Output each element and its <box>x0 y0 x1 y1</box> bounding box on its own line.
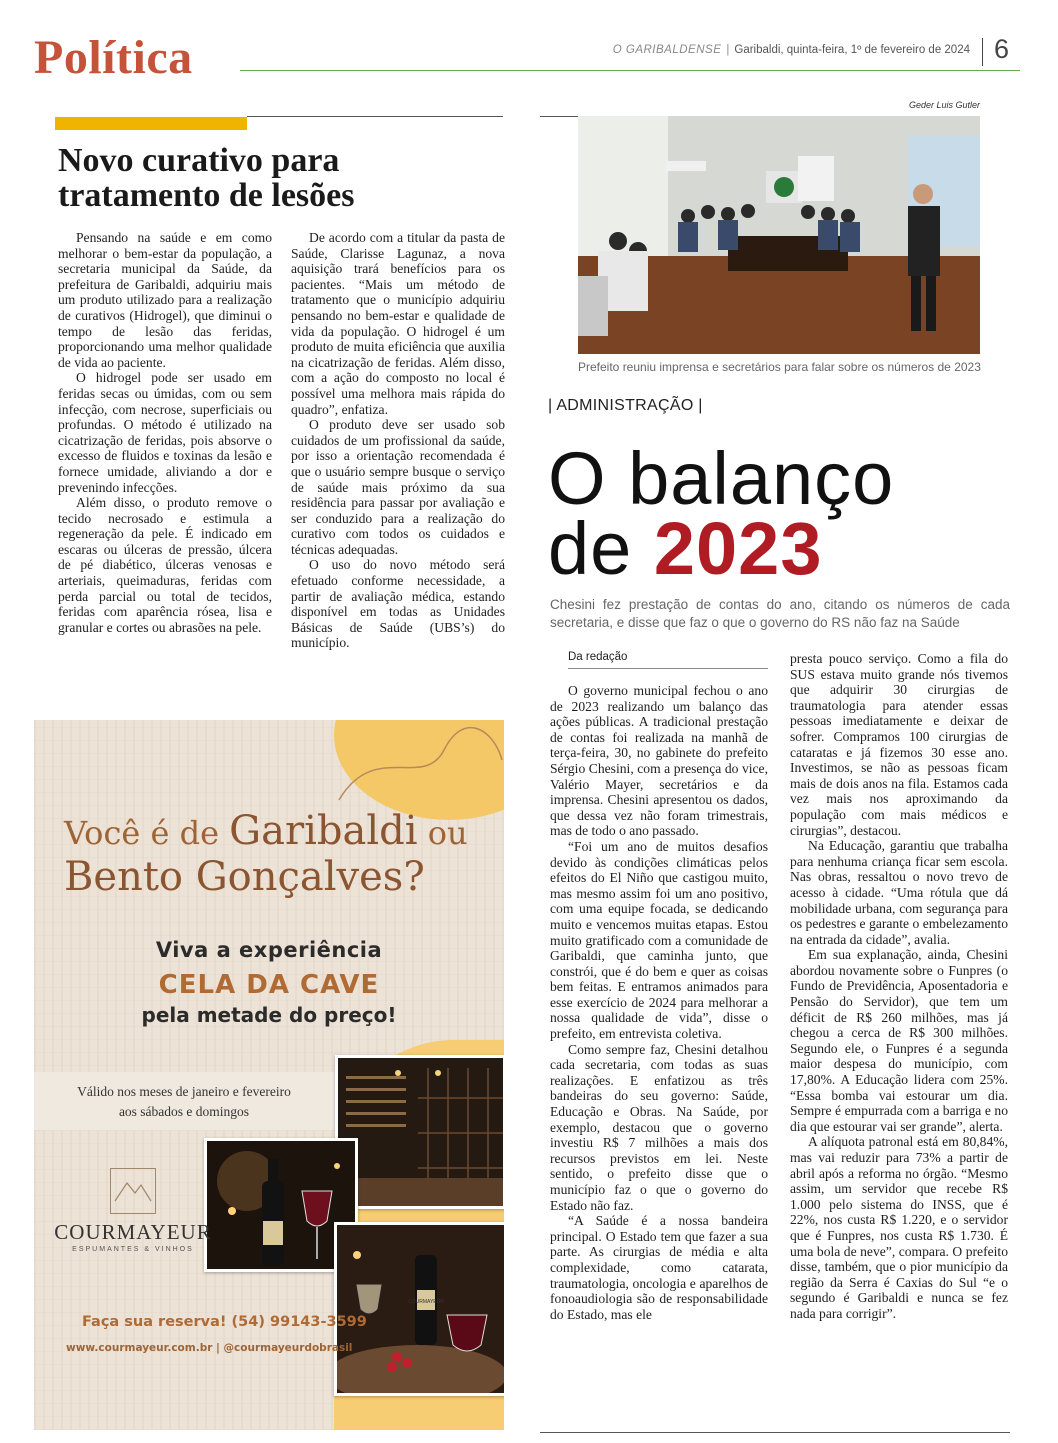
header-rule <box>240 70 1020 71</box>
courmayeur-logo-icon <box>110 1168 156 1214</box>
header-separator: | <box>726 44 730 56</box>
section-title: Política <box>34 31 193 84</box>
paragraph: Como sempre faz, Chesini detalhou cada secretaria, com todas as suas realizações. E enfatizou as três bandeiras do seu governo: Saúde, Educação e Obras. Na Saúde, por exemplo, destacou que o governo investiu R$ 7 milhões a mais dos recursos previstos em lei. Neste sentido, o prefeito disse que o município faz o que o governo do Estado não faz. <box>550 1041 768 1213</box>
article-subtitle: Chesini fez prestação de contas do ano, citando os números de cada secretaria, e disse que faz o que o governo do RS não faz na Saúde <box>550 597 1010 630</box>
ad-question-line1: Você é de Garibaldi ou <box>64 808 468 854</box>
advertisement[interactable] <box>34 720 504 1430</box>
paragraph: A alíquota patronal está em 80,84%, mas vai reduzir para 73% a partir de abril após a reforma no órgão. “Mesmo assim, um servidor que recebe R$ 1.000 pelo sistema do INSS, que é 22%, nos custa R$ 1.220, e o servidor que é Funpres, nos custa R$ 1.730. É uma bola de neve”, compara. O prefeito disse, também, que o pior município da região da Serra é Caxias do Sul “e o segundo é Garibaldi e nunca se fez nada para corrigir”. <box>790 1134 1008 1321</box>
article-column-2 <box>291 230 505 651</box>
ad-website-link[interactable]: www.courmayeur.com.br | @courmayeurdobrasil <box>66 1342 353 1354</box>
paragraph: O produto deve ser usado sob cuidados de um profissional da saúde, por isso a orientação recomendada é que o usuário sempre busque o serviço de saúde mais próximo da sua residência para passar por avaliação e ser conduzido para a realização do curativo com todos os cuidados e técnicas adequadas. <box>291 417 505 557</box>
ad-validity-box <box>34 1072 354 1130</box>
ad-photo-wine-cellar <box>335 1055 504 1209</box>
main-headline-line1: O balanço <box>548 437 895 520</box>
ad-reservation-phone[interactable]: Faça sua reserva! (54) 99143-3599 <box>82 1314 367 1330</box>
paragraph: O governo municipal fechou o ano de 2023 realizando um balanço das ações públicas. A tradicional prestação de contas foi realizada na manhã de terça-feira, 30, no gabinete do prefeito Sérgio Chesini, com a presença do vice, Valério Mayer, secretários e da imprensa. Chesini apresentou os dados, que dessa vez não foram trimestrais, mas de todo o ano passado. <box>550 683 768 839</box>
byline: Da redação <box>568 651 628 663</box>
bottle-label-text: COURMAYEUR <box>408 1299 444 1305</box>
ad-validity-line2: aos sábados e domingos <box>118 1104 250 1119</box>
article-column-1 <box>550 683 768 1322</box>
photo-credit: Geder Luis Gutler <box>908 100 980 110</box>
paragraph: presta pouco serviço. Como a fila do SUS estava muito grande nós tivemos que adquirir 30 cirurgias de traumatologia para atender essas pessoas imediatamente e deixar de sofrer. Compramos 100 cirurgias de cataratas e já fizemos 30 esse ano. Investimos, se não as pessoas ficam mais de dois anos na fila. Estamos cada vez mais nos aproximando da população com mais médicos e cirurgias”, destacou. <box>790 651 1008 838</box>
article-column-2 <box>790 651 1008 1322</box>
ad-photo-table-setting <box>334 1222 504 1396</box>
article-bottom-rule <box>540 1432 1010 1433</box>
ad-decoration-swirl <box>334 720 504 810</box>
paragraph: O hidrogel pode ser usado em feridas secas ou úmidas, com ou sem infecção, com necrose, superficiais ou profundas. O método é utilizado na cicatrização de feridas, pois absorve o excesso de fluidos e toxinas da lesão e fornece umidade, aliviando a dor e prevenindo infecções. <box>58 370 272 495</box>
page-number: 6 <box>994 34 1010 64</box>
section-kicker: | ADMINISTRAÇÃO | <box>548 397 703 414</box>
paragraph: De acordo com a titular da pasta de Saúde, Clarisse Lagunaz, a nova aquisição trará benefícios para os pacientes. “Mais um método de tratamento que o município adquiriu pensando no bem-estar e qualidade de vida da população. O hidrogel é um produto de muita eficiência que auxilia na cicatrização de feridas. Além disso, com a ação do composto no local é possível uma melhora mais rápida do quadro”, enfatiza. <box>291 230 505 417</box>
ad-brand-subtitle: ESPUMANTES & VINHOS <box>72 1246 194 1253</box>
paragraph: “Foi um ano de muitos desafios devido às condições climáticas pelos efeitos do El Niño que castigou muito, mas mesmo assim foi um ano positivo, com uma equipe focada, se dedicando muito e vencemos muitas etapas. Estou muito gratificado com a comunidade de Garibaldi, que caminha junto, que constrói, que é do bem e quer as coisas bem feitas. E entramos animados para esse exercício de 2024 para melhorar a nossa qualidade de vida”, disse o prefeito, em entrevista coletiva. <box>550 838 768 1042</box>
ad-tagline-3: pela metade do preço! <box>141 1003 397 1027</box>
newspaper-name: O GARIBALDENSE <box>612 44 722 56</box>
ad-brand-name: COURMAYEUR <box>54 1220 212 1244</box>
byline-rule <box>568 668 768 669</box>
paragraph: Na Educação, garantiu que trabalha para nenhuma criança ficar sem escola. Nas obras, ressaltou o novo trevo de acesso à cidade. “Uma rótula que dá mobilidade urbana, com segurança para os pedestres e garante o embelezamento na entrada da cidade”, avalia. <box>790 838 1008 947</box>
article-photo <box>578 116 980 354</box>
paragraph: “A Saúde é a nossa bandeira principal. O Estado tem que fazer a sua parte. As cirurgias de média e alta complexidade, como catarata, traumatologia, oncologia e aparelhos de fonoaudiologia são de responsabilidade do Estado, mas ele <box>550 1213 768 1322</box>
page-number-divider <box>982 38 983 66</box>
header-meta <box>600 44 970 56</box>
headline-year: 2023 <box>653 507 823 590</box>
paragraph: Além disso, o produto remove o tecido necrosado e estimula a regeneração da pele. É indicado em escaras ou úlceras de pressão, úlcera de pé diabético, úlceras venosas e arteriais, queimaduras, feridas com perda parcial ou total de tecidos, feridas com aparência rósea, lisa e granular e cortes ou abrasões na pele. <box>58 495 272 635</box>
ad-question-line2: Bento Gonçalves? <box>64 854 425 900</box>
paragraph: Pensando na saúde e em como melhorar o bem-estar da população, a secretaria municipal da Saúde, da prefeitura de Garibaldi, adquiriu mais um produto utilizado para a realização de curativos (Hidrogel), que diminui o tempo de lesão das feridas, proporcionando uma melhor qualidade de vida ao paciente. <box>58 230 272 370</box>
article-top-rule <box>247 116 503 117</box>
paragraph: Em sua explanação, ainda, Chesini abordou novamente sobre o Funpres (o Fundo de Previdência, Aposentadoria e Pensão do Servidor), que tem um déficit de R$ 260 milhões, mas já chegou a cerca de R$ 300 milhões. Segundo ele, o Funpres é a segunda maior despesa do município, com 17,80%. A Educação lidera com 25%. “Essa bomba vai estourar um dia. Sempre é empurrada com a barriga e no dia que estourar vai ser grande”, alerta. <box>790 947 1008 1134</box>
paragraph: O uso do novo método será efetuado conforme necessidade, a partir de avaliação médica, estando disponível em todas as Unidades Básicas de Saúde (UBS’s) do município. <box>291 557 505 651</box>
article-column-1 <box>58 230 272 635</box>
date-line: Garibaldi, quinta-feira, 1º de fevereiro de 2024 <box>734 44 970 56</box>
ad-tagline-2: CELA DA CAVE <box>158 970 380 1000</box>
photo-caption: Prefeito reuniu imprensa e secretários para falar sobre os números de 2023 <box>578 360 981 374</box>
ad-tagline-1: Viva a experiência <box>155 938 383 962</box>
article-accent-bar <box>55 117 247 130</box>
article-headline: Novo curativo para tratamento de lesões <box>58 142 355 214</box>
main-headline-line2: de 2023 <box>548 507 823 590</box>
ad-validity-line1: Válido nos meses de janeiro e fevereiro <box>77 1084 291 1099</box>
